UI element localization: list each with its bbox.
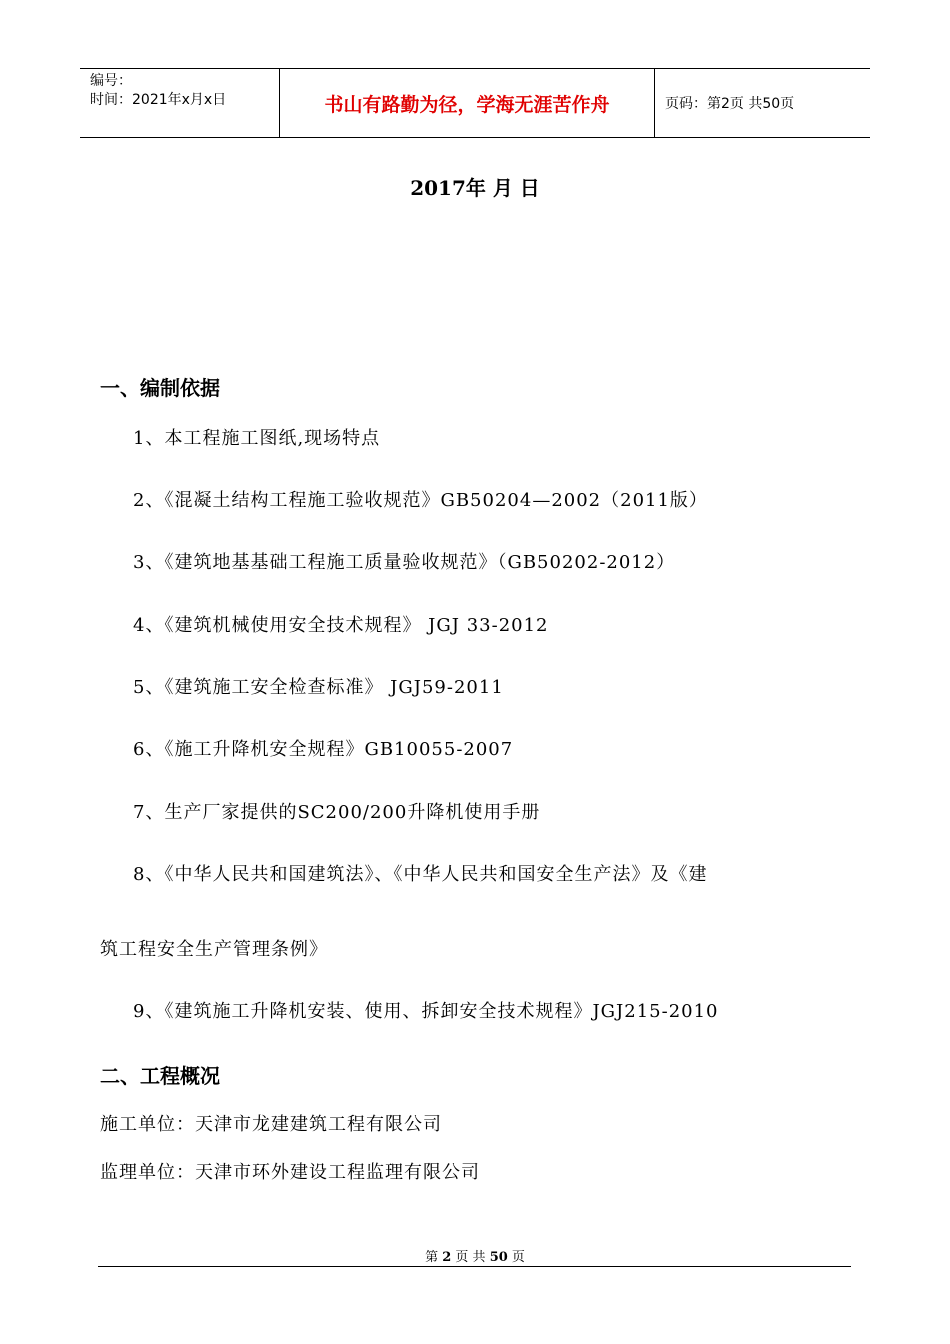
list-item: 8、《中华人民共和国建筑法》、《中华人民共和国安全生产法》及《建 bbox=[133, 864, 708, 885]
list-item: 5、《建筑施工安全检查标准》 JGJ59-2011 bbox=[133, 677, 504, 698]
supervision-unit: 监理单位：天津市环外建设工程监理有限公司 bbox=[100, 1162, 480, 1183]
list-item: 2、《混凝土结构工程施工验收规范》GB50204—2002（2011版） bbox=[133, 490, 708, 511]
document-time-label: 时间：2021年x月x日 bbox=[90, 92, 227, 108]
header-motto: 书山有路勤为径，学海无涯苦作舟 bbox=[280, 69, 655, 137]
footer-prefix: 第 bbox=[425, 1250, 439, 1265]
footer-divider bbox=[98, 1266, 851, 1267]
list-item: 6、《施工升降机安全规程》GB10055-2007 bbox=[133, 739, 514, 760]
date-line: 2017年 月 日 bbox=[410, 176, 540, 200]
section-title-basis: 一、编制依据 bbox=[100, 376, 220, 400]
list-item: 7、生产厂家提供的SC200/200升降机使用手册 bbox=[133, 802, 541, 823]
page-footer bbox=[0, 1246, 950, 1265]
footer-total-pages: 50 bbox=[489, 1250, 508, 1265]
document-header bbox=[80, 68, 870, 138]
footer-middle: 页 共 bbox=[455, 1250, 486, 1265]
footer-suffix: 页 bbox=[511, 1250, 525, 1265]
construction-unit: 施工单位：天津市龙建建筑工程有限公司 bbox=[100, 1114, 442, 1135]
list-item: 1、本工程施工图纸,现场特点 bbox=[133, 428, 381, 449]
footer-page-number: 2 bbox=[442, 1250, 452, 1265]
list-item-continuation: 筑工程安全生产管理条例》 bbox=[100, 939, 328, 960]
header-meta bbox=[80, 69, 280, 137]
document-number-label: 编号： bbox=[90, 73, 132, 89]
list-item: 9、《建筑施工升降机安装、使用、拆卸安全技术规程》JGJ215-2010 bbox=[133, 1001, 719, 1022]
header-page-info: 页码：第2页 共50页 bbox=[665, 96, 795, 112]
list-item: 4、《建筑机械使用安全技术规程》 JGJ 33-2012 bbox=[133, 615, 549, 636]
list-item: 3、《建筑地基基础工程施工质量验收规范》（GB50202-2012） bbox=[133, 552, 676, 573]
section-title-overview: 二、工程概况 bbox=[100, 1064, 220, 1088]
